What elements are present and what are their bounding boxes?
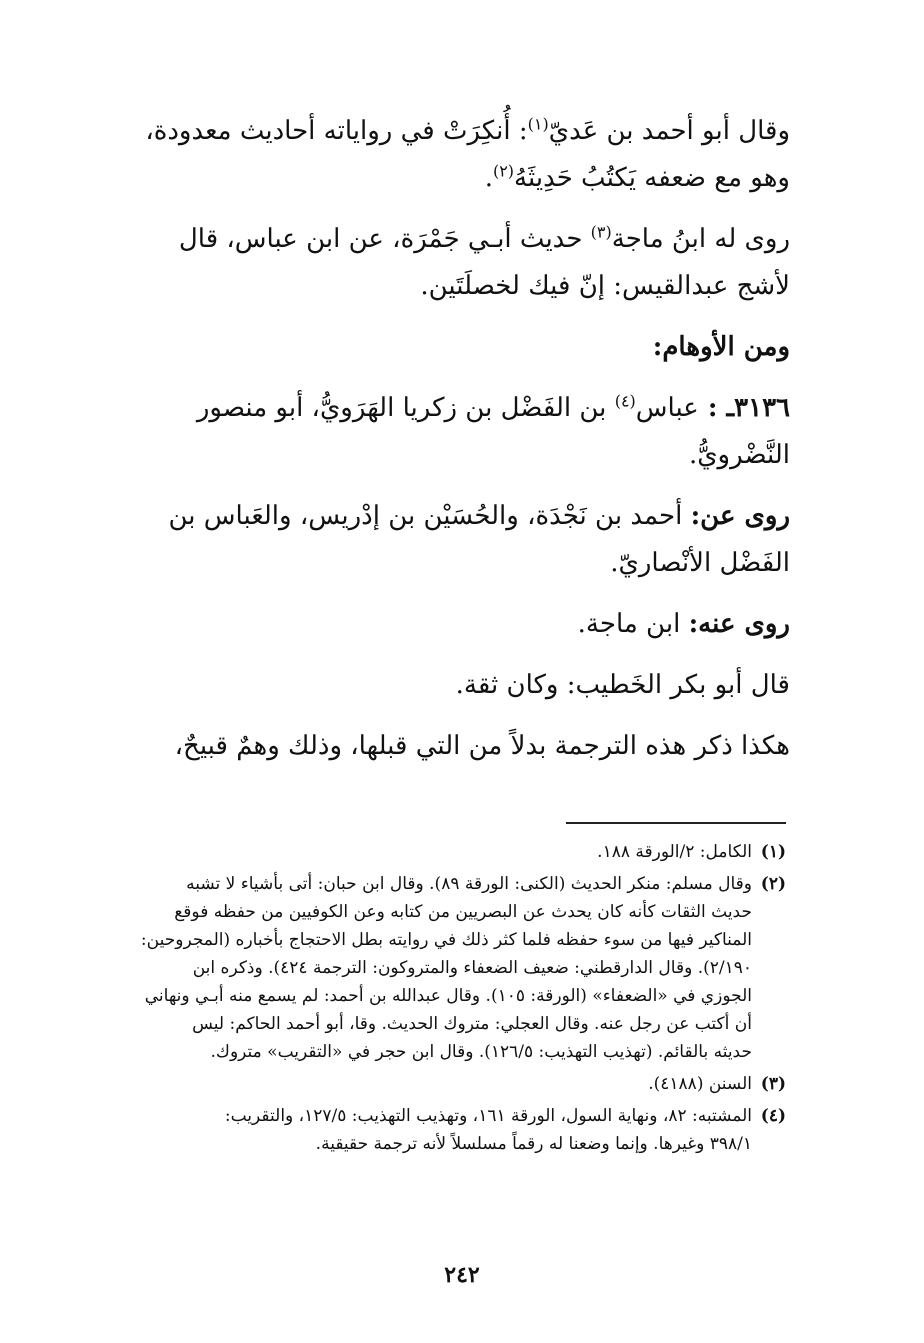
footnote-separator: [566, 822, 786, 824]
text-line: [96, 155, 820, 202]
footnote-line: المناكير فيها من سوء حفظه فلما كثر ذلك في روايته بطل الاحتجاج بأخباره (المجروحين:: [140, 930, 752, 950]
footnote-mark: (٢): [760, 874, 786, 894]
text-line: لأشج عبدالقيس: إنّ فيك لخصلَتَين.: [420, 271, 790, 301]
footnote-4: [104, 1102, 786, 1158]
footnote-ref-3[interactable]: (٣): [590, 222, 612, 242]
paragraph-ibn-adi: [96, 108, 820, 202]
text-segment: حديث أبـي جَمْرَة، عن ابن عباس، قال: [178, 224, 591, 254]
text-line: [96, 493, 820, 540]
entry-dash: ـ :: [698, 393, 735, 423]
footnote-3: [104, 1070, 786, 1098]
main-text: [96, 108, 820, 784]
text-segment: وقال أبو أحمد بن عَديّ: [548, 116, 790, 146]
footnote-line: الجوزي في «الضعفاء» (الورقة: ١٠٥). وقال عبدالله بن أحمد: لم يسمع منه أبـي ونهاني: [144, 986, 752, 1006]
section-heading: ومن الأوهام:: [652, 332, 790, 362]
footnote-line: الكامل: ٢/الورقة ١٨٨.: [597, 842, 752, 862]
text-segment: بن الفَضْل بن زكريا الهَرَويُّ، أبو منصور: [196, 393, 615, 423]
footnote-line: المشتبه: ٨٢، ونهاية السول، الورقة ١٦١، وتهذيب التهذيب: ١٢٧/٥، والتقريب:: [224, 1106, 752, 1126]
footnotes: [104, 838, 786, 1162]
text-segment: .: [484, 163, 493, 193]
paragraph-closing: هكذا ذكر هذه الترجمة بدلاً من التي قبلها، وذلك وهمٌ قبيحٌ،: [174, 731, 790, 761]
paragraph-narrated-from: [96, 493, 820, 587]
text-line: الفَضْل الأنْصاريّ.: [610, 548, 790, 578]
footnote-line: حديثه بالقائم. (تهذيب التهذيب: ١٢٦/٥). وقال ابن حجر في «التقريب» متروك.: [210, 1042, 752, 1062]
footnote-line: حديث الثقات كأنه كان يحدث عن البصريين من كتابه وعن الكوفيين من حفظه فوقع: [174, 902, 752, 922]
text-segment: وهو مع ضعفه يَكتُبُ حَدِيثَهُ: [514, 163, 790, 193]
text-segment: ابن ماجة.: [577, 609, 689, 639]
text-segment: أحمد بن نَجْدَة، والحُسَيْن بن إدْريس، والعَباس بن: [168, 501, 691, 531]
footnote-line: أن أكتب عن رجل عنه. وقال العجلي: متروك الحديث. وقا، أبو أحمد الحاكم: ليس: [192, 1014, 752, 1034]
footnote-2: [104, 870, 786, 1066]
footnote-ref-1[interactable]: (١): [527, 114, 549, 134]
narrated-by-label: روى عنه:: [688, 609, 790, 639]
paragraph-ibn-majah: [96, 216, 820, 310]
paragraph-khatib: قال أبو بكر الخَطيب: وكان ثقة.: [455, 670, 790, 700]
footnote-mark: (٤): [760, 1106, 786, 1126]
footnote-line: السنن (٤١٨٨).: [648, 1074, 752, 1094]
footnote-mark: (٣): [760, 1074, 786, 1094]
text-line: [96, 385, 820, 432]
footnote-1: [104, 838, 786, 866]
entry-3136: [96, 385, 820, 479]
paragraph-narrated-by: [96, 601, 820, 648]
text-segment: روى له ابنُ ماجة: [611, 224, 790, 254]
text-line: [96, 216, 820, 263]
footnote-mark: (١): [760, 842, 786, 862]
footnote-line: ٢/١٩٠). وقال الدارقطني: ضعيف الضعفاء والمتروكون: الترجمة ٤٢٤). وذكره ابن: [192, 958, 752, 978]
page-number: ٢٤٢: [444, 1262, 480, 1288]
text-line: النَّضْرويُّ.: [688, 440, 790, 470]
text-segment: عباس: [635, 393, 699, 423]
footnote-ref-2[interactable]: (٢): [492, 161, 515, 181]
entry-number: ٣١٣٦: [734, 393, 790, 423]
narrated-from-label: روى عن:: [690, 501, 790, 531]
footnote-ref-4[interactable]: (٤): [614, 391, 636, 411]
text-segment: : أُنكِرَتْ في رواياته أحاديث معدودة،: [145, 116, 528, 146]
footnote-line: وقال مسلم: منكر الحديث (الكنى: الورقة ٨٩). وقال ابن حبان: أتى بأشياء لا تشبه: [186, 874, 752, 894]
footnote-line: ٣٩٨/١ وغيرها. وإنما وضعنا له رقماً مسلسلاً لأنه ترجمة حقيقية.: [315, 1134, 752, 1154]
text-line: [96, 108, 820, 155]
